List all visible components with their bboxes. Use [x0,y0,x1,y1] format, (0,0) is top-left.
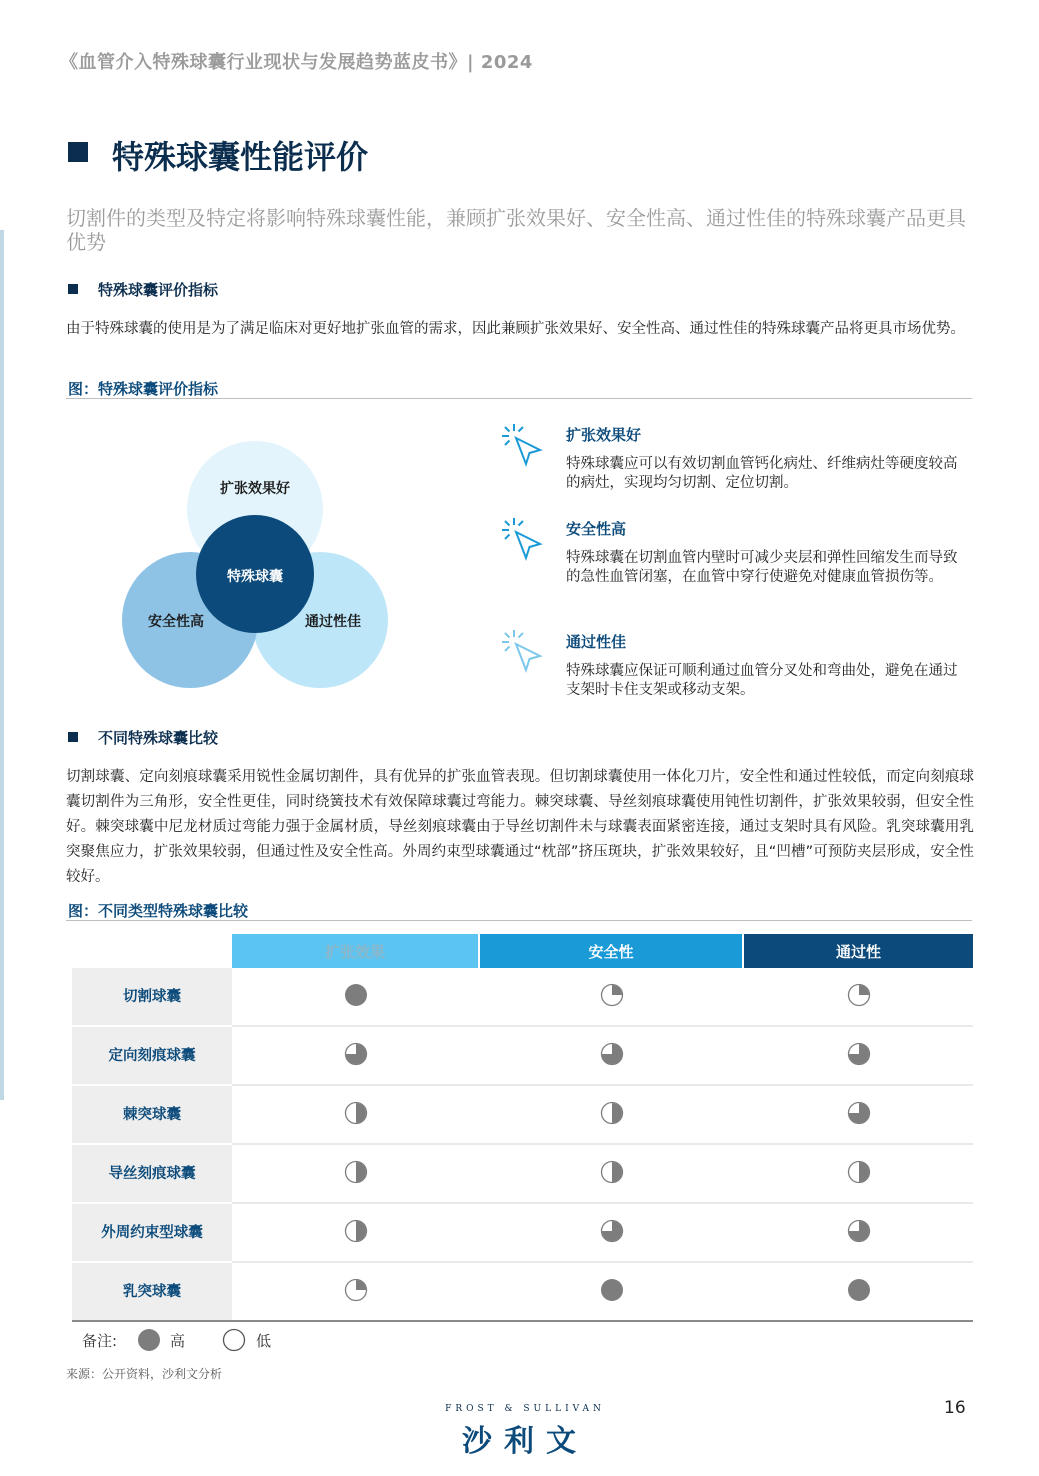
legend-high-icon [137,1328,161,1352]
venn-diagram [110,432,400,697]
indicator-title-2: 安全性高 [566,520,627,538]
rating-pie-icon [847,1110,871,1129]
rating-pie-icon [847,1051,871,1070]
rating-pie-icon [847,1287,871,1306]
comparison-table-wrapper [72,934,973,1322]
table-header-empty [72,934,232,968]
page-number: 16 [944,1398,966,1418]
indicator-text-1: 特殊球囊应可以有效切割血管钙化病灶、纤维病灶等硬度较高的病灶，实现均匀切割、定位切割。 [566,456,958,491]
rating-pie-icon [847,1228,871,1247]
rating-pie-icon [344,1110,368,1129]
margin-bar [0,230,4,1100]
rating-pie-icon [344,1228,368,1247]
legend-low-label: 低 [256,1332,272,1350]
rating-cell [232,1086,480,1145]
table-row-label: 乳突球囊 [72,1263,232,1322]
rating-pie-icon [344,1169,368,1188]
rating-cell [480,968,744,1027]
section-paragraph-indicators: 由于特殊球囊的使用是为了满足临床对更好地扩张血管的需求，因此兼顾扩张效果好、安全性高、通过性佳的特殊球囊产品将更具市场优势。 [66,321,965,337]
table-header-safety: 安全性 [480,934,744,968]
rating-pie-icon [344,992,368,1011]
rating-pie-icon [600,1051,624,1070]
logo-wordmark-main: 沙利文 [462,1424,588,1459]
rating-pie-icon [344,1051,368,1070]
rating-cell [744,1263,973,1322]
section-bullet [68,284,78,294]
rating-pie-icon [600,1110,624,1129]
venn-label-right: 通过性佳 [305,614,361,630]
table-row [72,968,973,1027]
page-subtitle: 切割件的类型及特定将影响特殊球囊性能，兼顾扩张效果好、安全性高、通过性佳的特殊球囊产品更具优势 [66,206,966,254]
report-header: 《血管介入特殊球囊行业现状与发展趋势蓝皮书》| 2024 [60,52,533,73]
logo-wordmark-top: FROST & SULLIVAN [445,1404,605,1414]
rating-cell [744,968,973,1027]
indicator-title-3: 通过性佳 [566,633,627,651]
table-row-label: 外周约束型球囊 [72,1204,232,1263]
rating-cell [232,1145,480,1204]
rating-cell [480,1204,744,1263]
table-row-label: 棘突球囊 [72,1086,232,1145]
venn-label-top: 扩张效果好 [220,481,290,497]
table-row [72,1027,973,1086]
rating-cell [480,1145,744,1204]
rating-cell [232,968,480,1027]
figure-divider [66,398,972,399]
rating-pie-icon [847,992,871,1011]
rating-pie-icon [344,1287,368,1306]
table-row [72,1086,973,1145]
legend-low-icon [222,1328,246,1352]
rating-cell [744,1086,973,1145]
legend-high-label: 高 [170,1332,186,1350]
figure-divider [66,920,972,921]
rating-pie-icon [600,1228,624,1247]
rating-cell [232,1204,480,1263]
rating-cell [232,1263,480,1322]
click-cursor-icon [500,516,546,562]
section-paragraph-comparison: 切割球囊、定向刻痕球囊采用锐性金属切割件，具有优异的扩张血管表现。但切割球囊使用一体化刀片，安全性和通过性较低，而定向刻痕球囊切割件为三角形，安全性更佳，同时绕簧技术有效保障球囊过弯能力。棘突球囊、导丝刻痕球囊使用钝性切割件，扩张效果较弱，但安全性好。棘突球囊中尼龙材质过弯能力强于金属材质，导丝刻痕球囊由于导丝切割件未与球囊表面紧密连接，通过支架时具有风险。乳突球囊用乳突聚焦应力，扩张效果较弱，但通过性及安全性高。外周约束型球囊通过“枕部”挤压斑块，扩张效果较好，且“凹槽”可预防夹层形成，安全性较好。 [66,769,974,885]
venn-label-center: 特殊球囊 [227,569,283,585]
section-heading-comparison: 不同特殊球囊比较 [98,729,219,747]
rating-cell [744,1027,973,1086]
table-row [72,1263,973,1322]
rating-cell [480,1263,744,1322]
table-bottom-rule [72,1320,973,1322]
section-bullet [68,732,78,742]
rating-cell [480,1027,744,1086]
table-row [72,1204,973,1263]
page-title: 特殊球囊性能评价 [112,138,369,176]
indicator-text-2: 特殊球囊在切割血管内壁时可减少夹层和弹性回缩发生而导致的急性血管闭塞，在血管中穿行使避免对健康血管损伤等。 [566,550,958,585]
figure-title-comparison: 图：不同类型特殊球囊比较 [68,902,249,920]
table-header-row [72,934,973,968]
comparison-table [72,934,973,1322]
table-header-passability: 通过性 [744,934,973,968]
click-cursor-icon [500,628,546,674]
figure-title-indicators: 图：特殊球囊评价指标 [68,380,219,398]
rating-pie-icon [847,1169,871,1188]
table-row [72,1145,973,1204]
rating-cell [744,1145,973,1204]
click-cursor-icon [500,422,546,468]
rating-pie-icon [600,1169,624,1188]
rating-cell [480,1086,744,1145]
table-header-expansion: 扩张效果 [232,934,480,968]
table-row-label: 切割球囊 [72,968,232,1027]
indicator-title-1: 扩张效果好 [566,426,642,444]
legend-prefix: 备注: [82,1332,118,1350]
source-note: 来源：公开资料，沙利文分析 [66,1367,223,1381]
rating-pie-icon [600,1287,624,1306]
table-row-label: 导丝刻痕球囊 [72,1145,232,1204]
table-row-label: 定向刻痕球囊 [72,1027,232,1086]
venn-label-left: 安全性高 [148,614,204,630]
rating-pie-icon [600,992,624,1011]
rating-cell [232,1027,480,1086]
indicator-text-3: 特殊球囊应保证可顺利通过血管分叉处和弯曲处，避免在通过支架时卡住支架或移动支架。 [566,663,958,698]
rating-cell [744,1204,973,1263]
section-heading-indicators: 特殊球囊评价指标 [98,281,219,299]
title-bullet [68,142,88,162]
